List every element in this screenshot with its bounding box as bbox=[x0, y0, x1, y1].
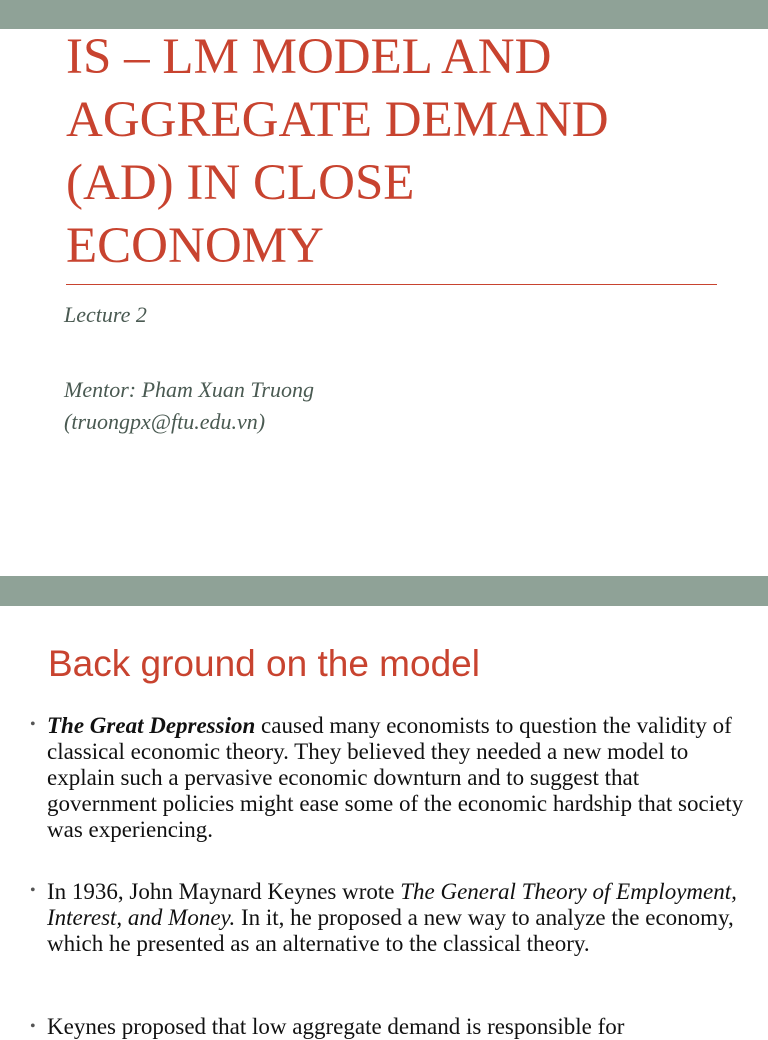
title-line-2: AGGREGATE DEMAND bbox=[66, 92, 609, 148]
bullet-text-after: In it, he proposed a new way to analyze the economy, which he presented as an alternative to the classical theory. bbox=[47, 905, 734, 956]
title-line-3: (AD) IN CLOSE bbox=[66, 155, 415, 211]
bullet-great-depression bbox=[47, 713, 747, 843]
title-line-4: ECONOMY bbox=[66, 218, 324, 274]
bullet-aggregate-demand: Keynes proposed that low aggregate demand is responsible for bbox=[47, 1014, 625, 1039]
book-title: The General Theory of Employment, Interest, and Money. bbox=[47, 879, 737, 930]
bullet-marker: • bbox=[30, 1018, 36, 1035]
slide-title bbox=[66, 26, 746, 278]
bullet-keynes bbox=[47, 879, 747, 957]
slide-top-bar bbox=[0, 0, 768, 29]
bullet-text-before: In 1936, John Maynard Keynes wrote bbox=[47, 879, 401, 904]
mentor-label: Mentor: Pham Xuan Truong bbox=[64, 377, 314, 402]
slide-top-bar-2 bbox=[0, 576, 768, 606]
slide-heading: Back ground on the model bbox=[48, 643, 480, 684]
bullet-marker: • bbox=[30, 716, 36, 733]
bullet-text: caused many economists to question the validity of classical economic theory. They believed they needed a new model to explain such a pervasive economic downturn and to suggest that government policies might ease some of the economic hardship that society was experiencing. bbox=[47, 713, 744, 842]
content-slide bbox=[0, 576, 768, 1039]
mentor-email: (truongpx@ftu.edu.vn) bbox=[64, 409, 266, 434]
title-divider bbox=[66, 284, 717, 285]
title-line-1: IS – LM MODEL AND bbox=[66, 29, 552, 85]
bullet-marker: • bbox=[30, 882, 36, 899]
lecture-label: Lecture 2 bbox=[64, 302, 147, 327]
bullet-emphasis: The Great Depression bbox=[47, 713, 256, 738]
